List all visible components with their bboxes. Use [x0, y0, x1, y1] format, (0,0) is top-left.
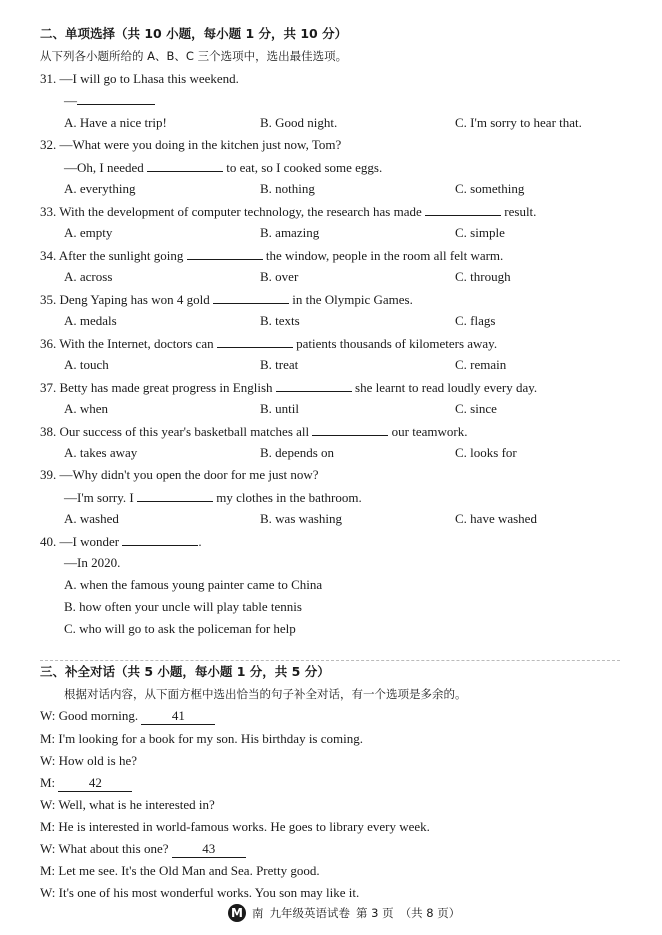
q37-stem-start: 37. Betty has made great progress in English	[40, 380, 273, 395]
q33-stem-start: 33. With the development of computer technology, the research has made	[40, 204, 422, 219]
q31-option-a: A. Have a nice trip!	[64, 115, 167, 130]
q35-blank[interactable]	[213, 291, 289, 304]
q36-stem	[40, 335, 497, 352]
section-divider	[40, 660, 620, 661]
q36-blank[interactable]	[217, 335, 293, 348]
q31-stem: 31. —I will go to Lhasa this weekend.	[40, 71, 239, 86]
q33-blank[interactable]	[425, 203, 501, 216]
q34-stem-end: the window, people in the room all felt warm.	[265, 248, 504, 263]
q39-line2-start: —I'm sorry. I	[64, 490, 134, 505]
q32-option-a: A. everything	[64, 181, 136, 196]
q37-option-b: B. until	[260, 401, 300, 416]
q37-stem-end: she learnt to read loudly every day.	[355, 380, 538, 395]
q35-option-a: A. medals	[64, 313, 117, 328]
q35-stem-start: 35. Deng Yaping has won 4 gold	[40, 292, 210, 307]
q32-option-c: C. something	[455, 181, 525, 196]
q35-stem	[40, 291, 413, 308]
q31-option-b: B. Good night.	[260, 115, 338, 130]
q40-option-b: B. how often your uncle will play table tennis	[64, 599, 302, 614]
q32-stem: 32. —What were you doing in the kitchen just now, Tom?	[40, 137, 342, 152]
q31-option-c: C. I'm sorry to hear that.	[455, 115, 582, 130]
dialogue-line-2: M: I'm looking for a book for my son. His birthday is coming.	[40, 731, 363, 746]
q36-option-a: A. touch	[64, 357, 109, 372]
q31-blank[interactable]	[77, 92, 155, 105]
blank-42[interactable]: 42	[58, 775, 132, 792]
q36-stem-end: patients thousands of kilometers away.	[296, 336, 498, 351]
q34-stem	[40, 247, 503, 264]
q33-option-b: B. amazing	[260, 225, 320, 240]
dialogue-line-6: M: He is interested in world-famous works. He goes to library every week.	[40, 819, 430, 834]
q34-blank[interactable]	[187, 247, 263, 260]
q32-line2-start: —Oh, I needed	[64, 160, 144, 175]
q40-blank[interactable]	[122, 533, 198, 546]
q38-stem	[40, 423, 467, 440]
q40-option-c: C. who will go to ask the policeman for help	[64, 621, 296, 636]
q39-line2	[64, 489, 362, 506]
footer-page: 第 3 页	[356, 906, 394, 920]
q40-stem-end: .	[198, 534, 202, 549]
q40-stem	[40, 533, 202, 550]
q31-answer-line	[64, 92, 155, 109]
q35-option-c: C. flags	[455, 313, 496, 328]
dialogue-line-7	[40, 841, 246, 858]
dialogue-line-1-text: W: Good morning.	[40, 708, 139, 723]
footer-total: （共 8 页）	[399, 906, 461, 920]
q38-option-b: B. depends on	[260, 445, 335, 460]
q32-blank[interactable]	[147, 159, 223, 172]
q34-stem-start: 34. After the sunlight going	[40, 248, 184, 263]
section2-instruction: 从下列各小题所给的 A、B、C 三个选项中，选出最佳选项。	[40, 49, 348, 63]
q32-option-b: B. nothing	[260, 181, 315, 196]
q37-option-a: A. when	[64, 401, 109, 416]
q39-option-a: A. washed	[64, 511, 119, 526]
q39-line2-end: my clothes in the bathroom.	[216, 490, 362, 505]
footer-title: 九年级英语试卷	[269, 906, 350, 920]
dialogue-line-8: M: Let me see. It's the Old Man and Sea. Pretty good.	[40, 863, 320, 878]
q36-option-b: B. treat	[260, 357, 299, 372]
dialogue-line-4-text: M:	[40, 775, 56, 790]
dialogue-line-4	[40, 775, 132, 792]
q38-option-c: C. looks for	[455, 445, 517, 460]
q40-stem-start: 40. —I wonder	[40, 534, 120, 549]
q37-stem	[40, 379, 537, 396]
section2-heading: 二、单项选择（共 10 小题，每小题 1 分，共 10 分）	[40, 26, 348, 41]
dialogue-line-1	[40, 708, 215, 725]
q37-blank[interactable]	[276, 379, 352, 392]
school-logo-icon: M	[228, 904, 246, 922]
q38-option-a: A. takes away	[64, 445, 138, 460]
section3-instruction: 根据对话内容，从下面方框中选出恰当的句子补全对话，有一个选项是多余的。	[64, 687, 467, 701]
blank-41[interactable]: 41	[141, 708, 215, 725]
q36-stem-start: 36. With the Internet, doctors can	[40, 336, 214, 351]
q36-option-c: C. remain	[455, 357, 507, 372]
q39-stem: 39. —Why didn't you open the door for me just now?	[40, 467, 319, 482]
q38-blank[interactable]	[312, 423, 388, 436]
q38-stem-start: 38. Our success of this year's basketball matches all	[40, 424, 310, 439]
section3-heading: 三、补全对话（共 5 小题，每小题 1 分，共 5 分）	[40, 664, 330, 679]
dialogue-line-5: W: Well, what is he interested in?	[40, 797, 215, 812]
footer-school: 南	[252, 906, 264, 920]
q33-option-a: A. empty	[64, 225, 113, 240]
q31-dash: —	[64, 93, 77, 108]
q33-stem-end: result.	[504, 204, 537, 219]
q32-line2-end: to eat, so I cooked some eggs.	[226, 160, 383, 175]
dialogue-line-7-text: W: What about this one?	[40, 841, 169, 856]
q38-stem-end: our teamwork.	[391, 424, 468, 439]
page-footer	[228, 904, 460, 922]
q34-option-a: A. across	[64, 269, 113, 284]
q33-option-c: C. simple	[455, 225, 505, 240]
q37-option-c: C. since	[455, 401, 497, 416]
q35-stem-end: in the Olympic Games.	[292, 292, 413, 307]
q40-line2: —In 2020.	[64, 555, 121, 570]
q39-option-b: B. was washing	[260, 511, 342, 526]
q33-stem	[40, 203, 536, 220]
q39-option-c: C. have washed	[455, 511, 537, 526]
q34-option-c: C. through	[455, 269, 511, 284]
q32-line2	[64, 159, 382, 176]
q40-option-a: A. when the famous young painter came to China	[64, 577, 323, 592]
dialogue-line-3: W: How old is he?	[40, 753, 137, 768]
q39-blank[interactable]	[137, 489, 213, 502]
blank-43[interactable]: 43	[172, 841, 246, 858]
q35-option-b: B. texts	[260, 313, 300, 328]
dialogue-line-9: W: It's one of his most wonderful works. You son may like it.	[40, 885, 360, 900]
q34-option-b: B. over	[260, 269, 299, 284]
